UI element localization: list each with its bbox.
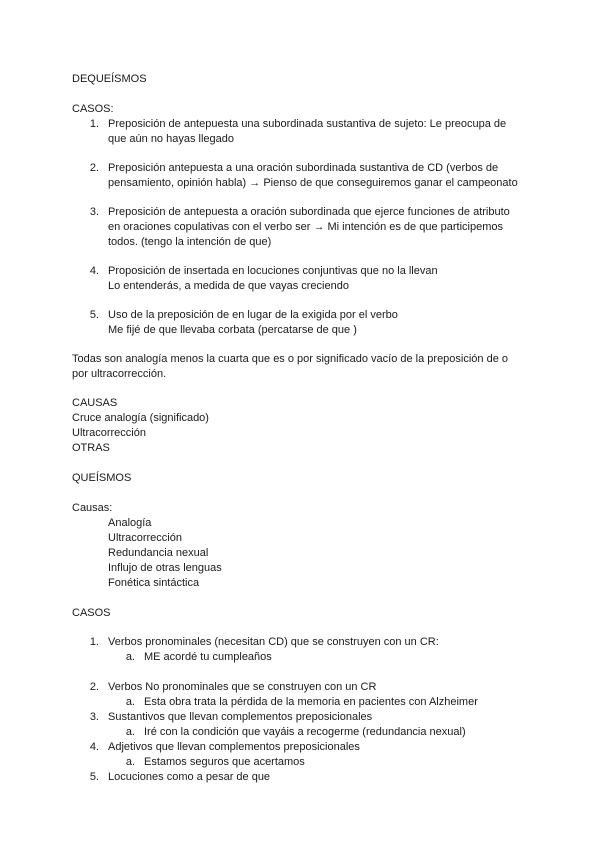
q-casos-heading: CASOS [72, 607, 111, 619]
list-number: 4. [89, 265, 99, 277]
caso-line: Lo entenderás, a medida de que vayas creciendo [108, 280, 349, 292]
document-page [72, 72, 528, 785]
caso-item [72, 117, 528, 147]
q-caso-subitem [108, 725, 528, 740]
section-title-queismos: QUEÍSMOS [72, 472, 132, 484]
q-caso-example: Esta obra trata la pérdida de la memoria en pacientes con Alzheimer [144, 696, 478, 708]
casos-heading: CASOS: [72, 103, 114, 115]
caso-line: en oraciones copulativas con el verbo ser → Mi intención es de que participemos [108, 221, 503, 233]
summary-line: Todas son analogía menos la cuarta que es o por significado vacío de la preposición de o [72, 353, 509, 365]
q-caso-item [72, 635, 528, 650]
caso-item [72, 264, 528, 294]
q-caso-text: Adjetivos que llevan complementos preposicionales [108, 741, 360, 753]
list-number: 1. [89, 118, 99, 130]
caso-line: Preposición antepuesta a una oración subordinada sustantiva de CD (verbos de [108, 162, 499, 174]
q-causa-item: Fonética sintáctica [108, 577, 200, 589]
q-caso-text: Sustantivos que llevan complementos preposicionales [108, 711, 373, 723]
list-number: 5. [89, 309, 99, 321]
summary-line: por ultracorrección. [72, 368, 167, 380]
caso-line: todos. (tengo la intención de que) [108, 236, 272, 248]
q-caso-text: Locuciones como a pesar de que [108, 771, 271, 783]
list-number: 3. [89, 711, 99, 723]
q-causa-item: Redundancia nexual [108, 547, 209, 559]
q-caso-text: Verbos pronominales (necesitan CD) que se construyen con un CR: [108, 636, 439, 648]
list-number: 4. [89, 741, 99, 753]
sublist-letter: a. [125, 756, 135, 768]
q-causa-item: Analogía [108, 517, 152, 529]
section-title-dequeismos: DEQUEÍSMOS [72, 73, 147, 85]
caso-line: Uso de la preposición de en lugar de la exigida por el verbo [108, 309, 398, 321]
causa-item: Ultracorrección [72, 427, 146, 439]
caso-item [72, 308, 528, 338]
q-caso-item [72, 770, 528, 785]
sublist-letter: a. [125, 651, 135, 663]
causas-heading: CAUSAS [72, 397, 118, 409]
q-caso-item [72, 740, 528, 755]
q-caso-item [72, 680, 528, 695]
q-caso-example: Iré con la condición que vayáis a recogerme (redundancia nexual) [144, 726, 466, 738]
list-number: 2. [89, 162, 99, 174]
q-caso-example: ME acordé tu cumpleaños [144, 651, 272, 663]
q-caso-item [72, 710, 528, 725]
q-causa-item: Ultracorrección [108, 532, 182, 544]
caso-line: que aún no hayas llegado [108, 133, 234, 145]
caso-line: Preposición de antepuesta a oración subordinada que ejerce funciones de atributo [108, 206, 510, 218]
list-number: 1. [89, 636, 99, 648]
caso-line: Preposición de antepuesta una subordinada sustantiva de sujeto: Le preocupa de [108, 118, 507, 130]
sublist-letter: a. [125, 726, 135, 738]
caso-line: Proposición de insertada en locuciones conjuntivas que no la llevan [108, 265, 438, 277]
q-caso-subitem [108, 755, 528, 770]
list-number: 2. [89, 681, 99, 693]
q-caso-subitem [108, 650, 528, 665]
q-causas-heading: Causas: [72, 502, 113, 514]
caso-line: pensamiento, opinión habla) → Pienso de que conseguiremos ganar el campeonato [108, 177, 518, 189]
causa-item: OTRAS [72, 442, 110, 454]
q-caso-subitem [108, 695, 528, 710]
sublist-letter: a. [125, 696, 135, 708]
causa-item: Cruce analogía (significado) [72, 412, 209, 424]
list-number: 3. [89, 206, 99, 218]
q-causa-item: Influjo de otras lenguas [108, 562, 222, 574]
q-caso-text: Verbos No pronominales que se construyen con un CR [108, 681, 377, 693]
caso-item [72, 205, 528, 250]
caso-item [72, 161, 528, 191]
list-number: 5. [89, 771, 99, 783]
caso-line: Me fijé de que llevaba corbata (percatarse de que ) [108, 324, 357, 336]
q-caso-example: Estamos seguros que acertamos [144, 756, 305, 768]
